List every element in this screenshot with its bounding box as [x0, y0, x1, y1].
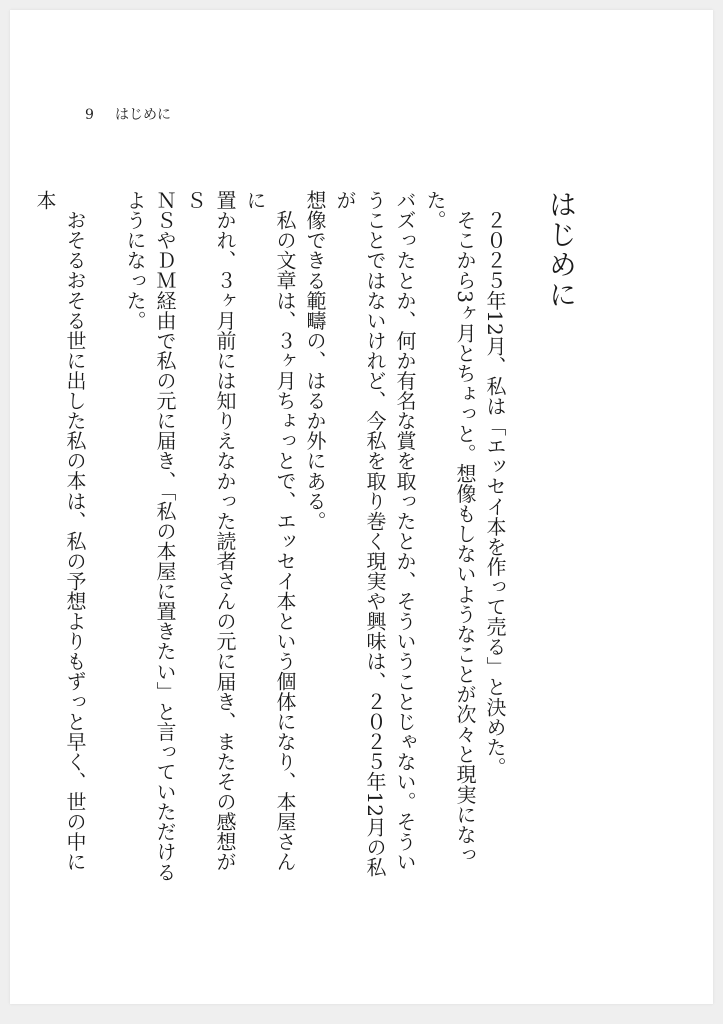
chapter-title: はじめに	[545, 190, 578, 310]
page-number: 9	[85, 107, 94, 123]
paragraph-3: 私の文章は、３ヶ月ちょっとで、エッセイ本という個体になり、本屋さんに 置かれ、３ヶ月前には知りえなかった読者さんの元に届き、またその感想がＳ ＮＳやＤＭ経由で私の元に届き、「私の本屋に置きたい」と言っていただける ようになった。	[123, 190, 297, 882]
paragraph-1: ２０２５年12月、私は「エッセイ本を作って売る」と決めた。	[483, 210, 507, 777]
running-head-title: はじめに	[115, 107, 171, 123]
running-head	[85, 104, 171, 124]
vertical-body-text	[10, 190, 578, 890]
book-page	[10, 10, 713, 1004]
paragraph-4: おそるおそる世に出した私の本は、私の予想よりもずっと早く、世の中に本	[33, 190, 87, 872]
paragraph-2: そこから3ヶ月とちょっと。想像もしないようなことが次々と現実になった。 バズったとか、何か有名な賞を取ったとか、そういうことじゃない。そうい うことではないけれど、今私を取り巻く現実や興味は、２０２５年12月の私が 想像できる範疇の、はるか外にある。	[303, 190, 477, 878]
